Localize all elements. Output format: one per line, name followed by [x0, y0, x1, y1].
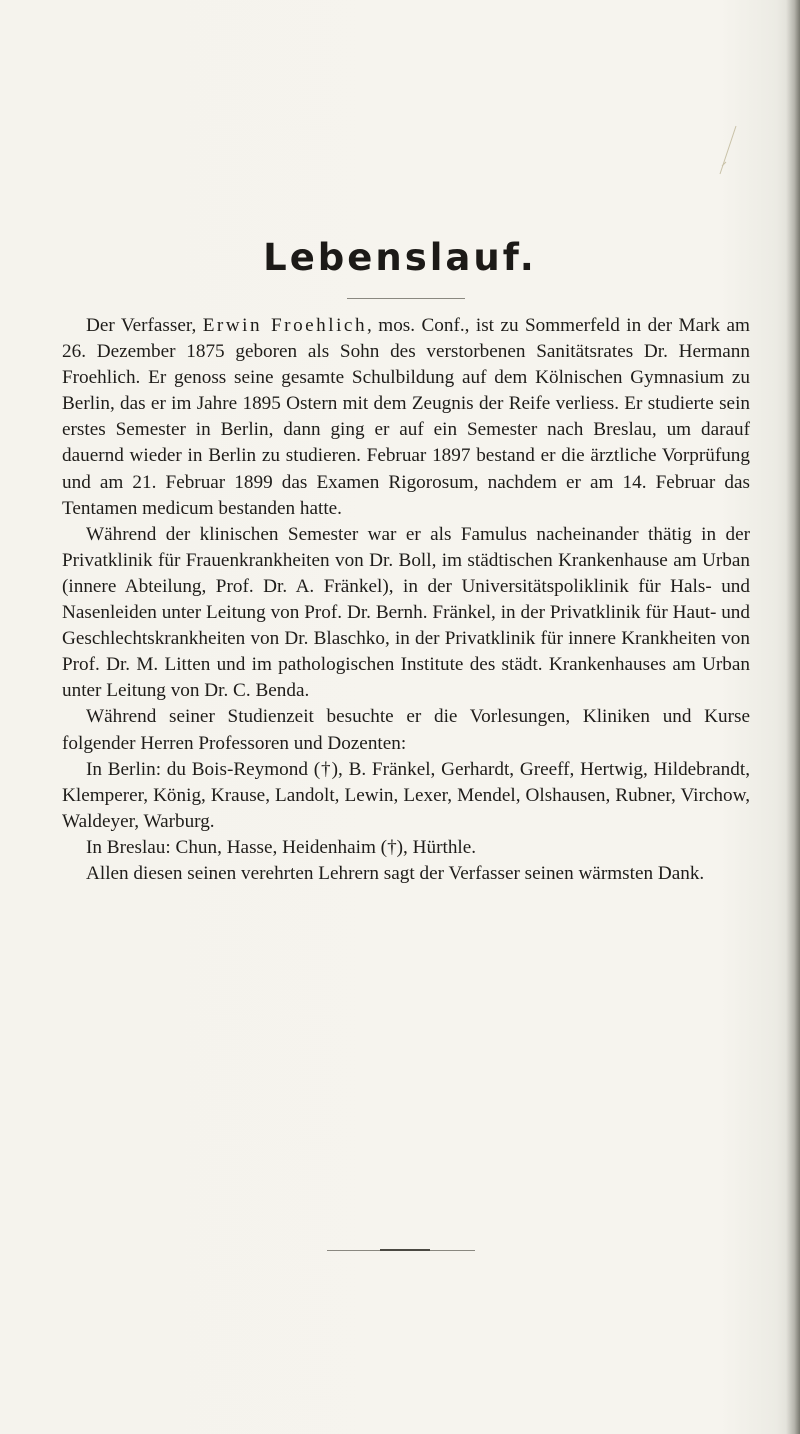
paragraph-rest: , mos. Conf., ist zu Sommerfeld in der Mark am 26. Dezember 1875 geboren als Sohn des verstorbenen Sanitätsrates Dr. Hermann Froehlich. Er genoss seine gesamte Schulbildung auf dem Kölnischen Gymnasium zu Berlin, das er im Jahre 1895 Ostern mit dem Zeugnis der Reife verliess. Er studierte sein erstes Semester in Berlin, dann ging er auf ein Semester nach Breslau, um darauf dauernd wieder in Berlin zu studieren. Februar 1897 bestand er die ärztliche Vorprüfung und am 21. Februar 1899 das Examen Rigorosum, nachdem er am 14. Februar das Tentamen medicum bestanden hatte. — [62, 315, 750, 519]
document-body — [62, 313, 750, 887]
pencil-mark — [714, 122, 744, 182]
paragraph: Während seiner Studienzeit besuchte er die Vorlesungen, Kliniken und Kurse folgender Herren Professoren und Dozenten: — [62, 706, 750, 754]
paragraph: In Breslau: Chun, Hasse, Heidenhaim (†), Hürthle. — [86, 836, 477, 858]
paragraph — [62, 313, 750, 522]
author-name: Erwin Froehlich — [202, 315, 368, 336]
page-edge-shadow — [786, 0, 800, 1434]
paragraph-lead: Der Verfasser, — [86, 315, 203, 336]
closing-divider-ornament — [380, 1249, 430, 1251]
paragraph: In Berlin: du Bois-Reymond (†), B. Fränkel, Gerhardt, Greeff, Hertwig, Hildebrandt, Klemperer, König, Krause, Landolt, Lewin, Lexer, Mendel, Olshausen, Rubner, Virchow, Waldeyer, Warburg. — [62, 758, 750, 832]
paragraph: Während der klinischen Semester war er als Famulus nacheinander thätig in der Privatklinik für Frauenkrankheiten von Dr. Boll, im städtischen Krankenhause am Urban (innere Abteilung, Prof. Dr. A. Fränkel), in der Universitätspoliklinik für Hals- und Nasenleiden unter Leitung von Prof. Dr. Bernh. Fränkel, in der Privatklinik für Haut- und Geschlechtskrankheiten von Dr. Blaschko, in der Privatklinik für innere Krankheiten von Prof. Dr. M. Litten und im pathologischen Institute des städt. Krankenhauses am Urban unter Leitung von Dr. C. Benda. — [62, 523, 750, 702]
page-title: Lebenslauf. — [263, 236, 537, 279]
paragraph: Allen diesen seinen verehrten Lehrern sagt der Verfasser seinen wärmsten Dank. — [86, 862, 705, 884]
title-divider — [347, 298, 465, 299]
